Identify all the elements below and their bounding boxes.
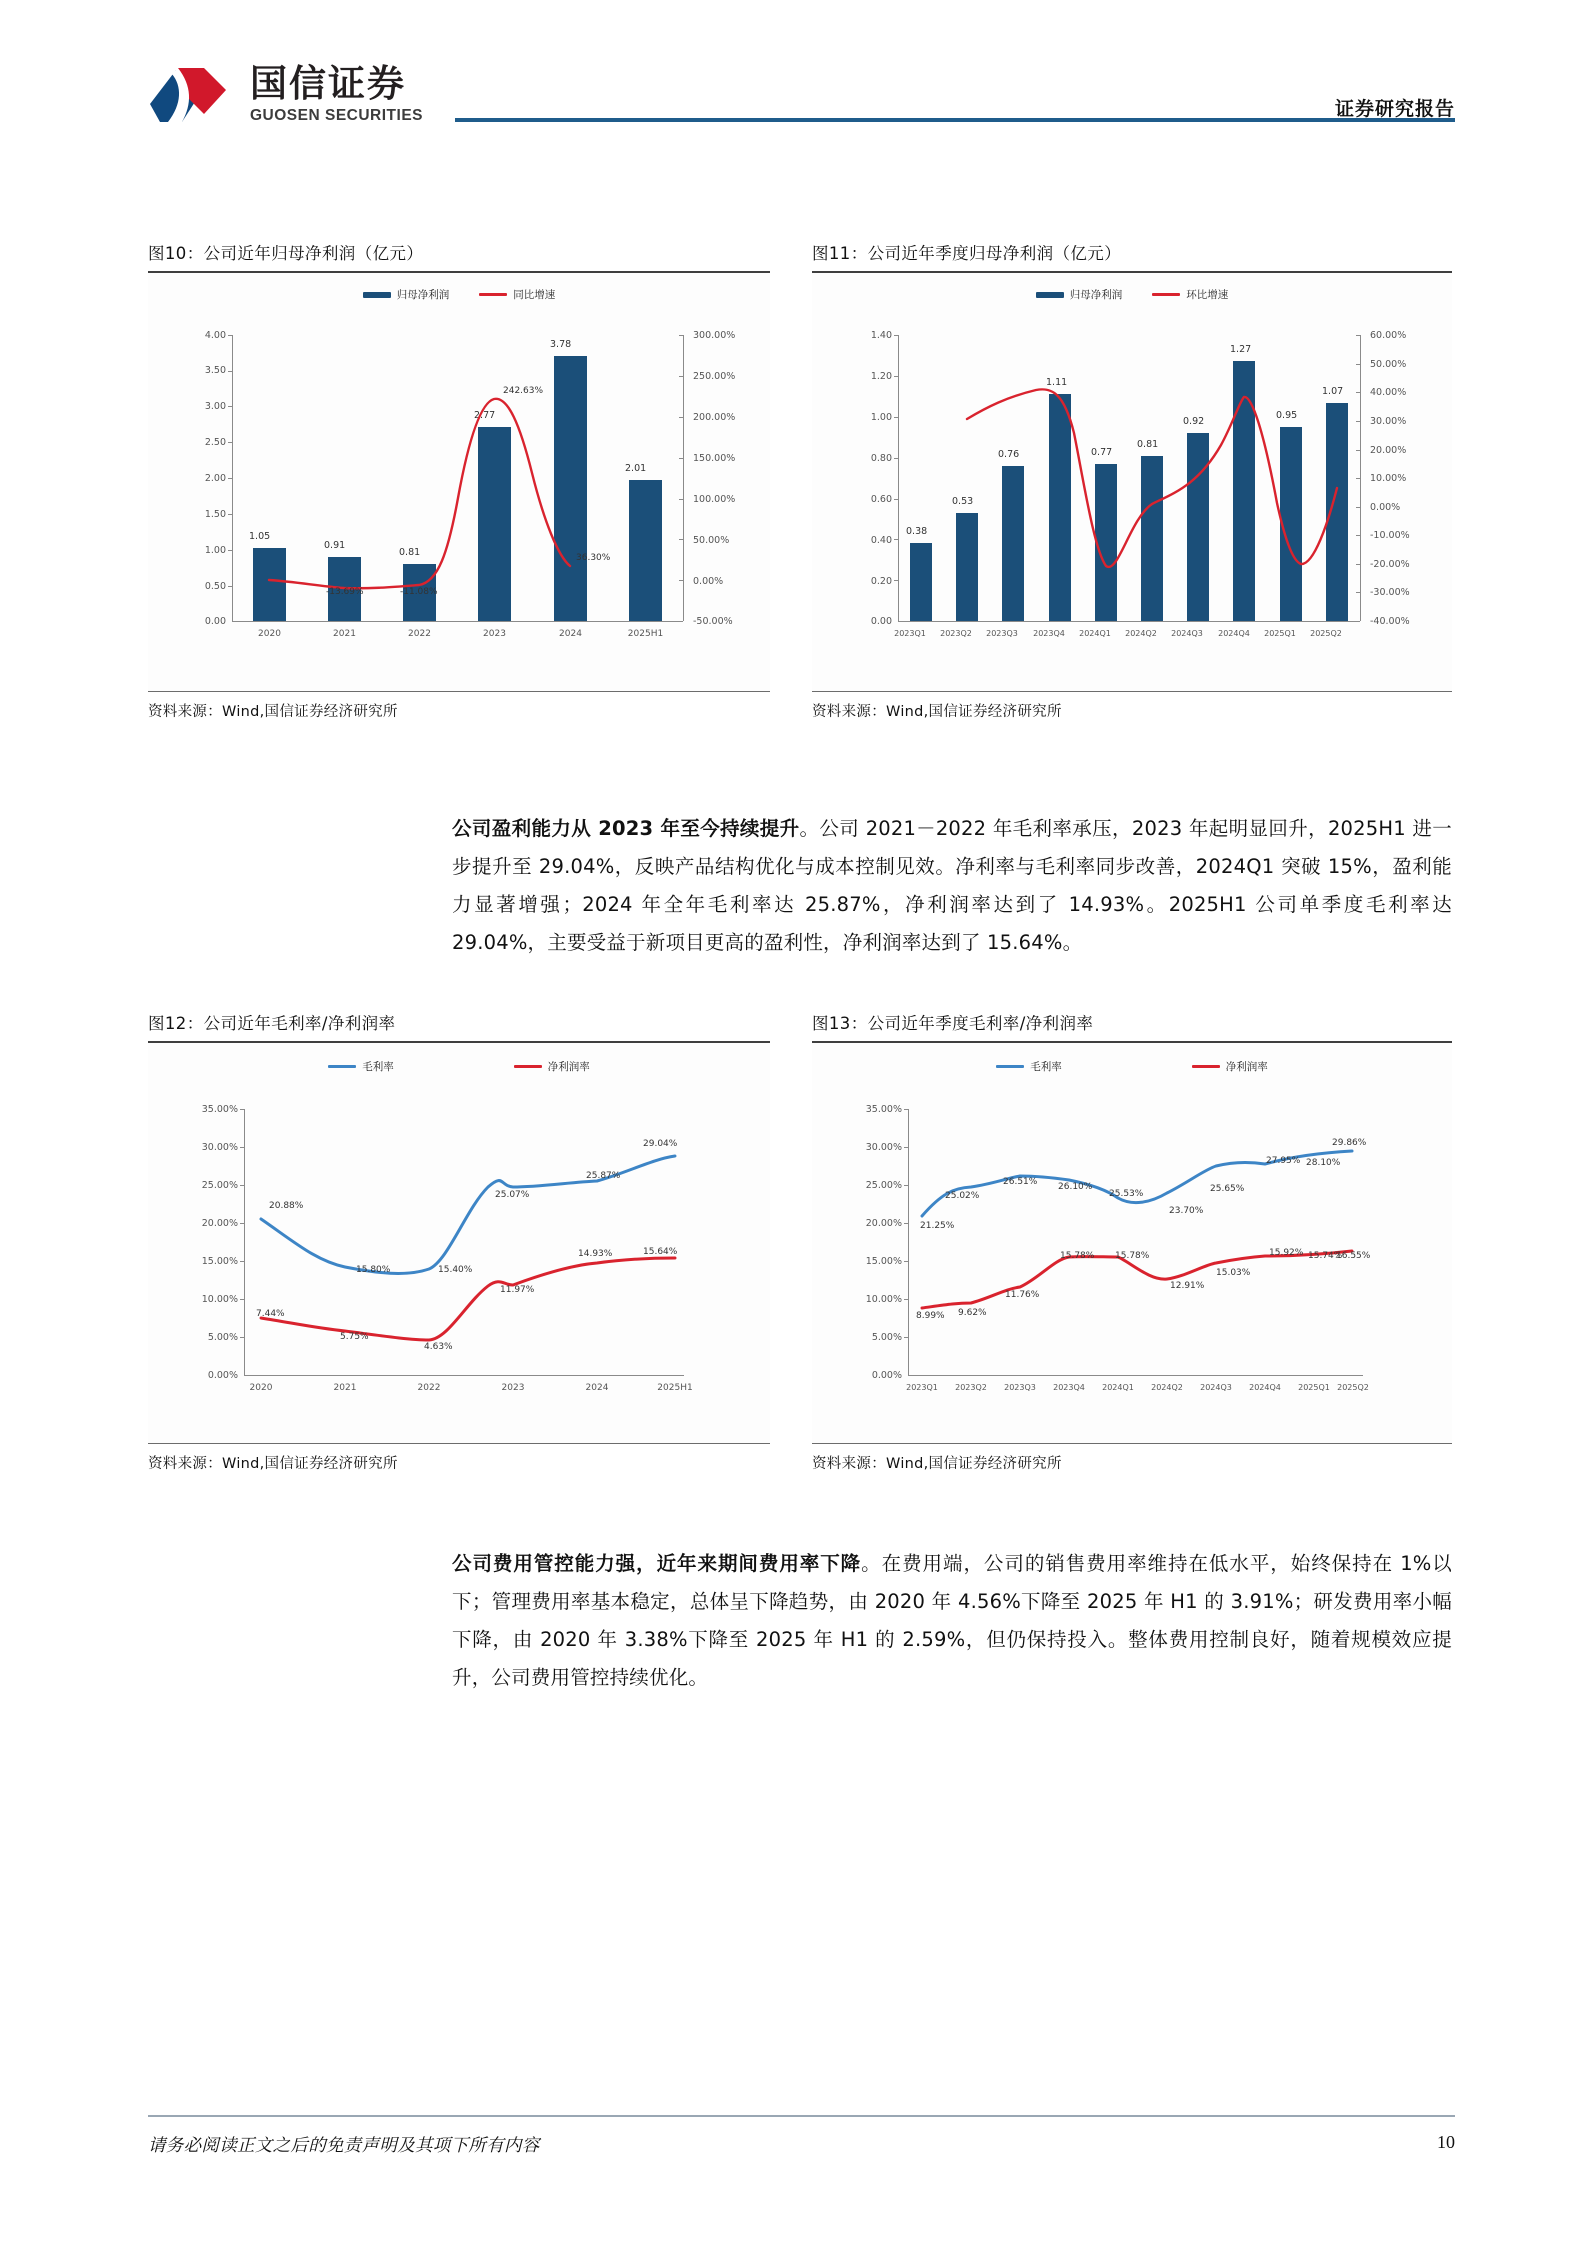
fig10-y2tick-7: 300.00%	[693, 330, 736, 341]
fig10-ytick-1: 0.50	[204, 581, 226, 592]
fig13-xlabel-3: 2023Q4	[1053, 1383, 1085, 1392]
fig13-nm-label-9: 16.55%	[1336, 1251, 1371, 1261]
logo-text-en: GUOSEN SECURITIES	[250, 107, 423, 124]
fig12-ytick-7: 35.00%	[201, 1104, 238, 1115]
fig10-ytick-2: 1.00	[204, 545, 226, 556]
fig11-bar-label-3: 1.11	[1046, 377, 1068, 388]
fig12-xlabel-0: 2020	[249, 1383, 273, 1393]
fig13-ytick-2: 10.00%	[865, 1294, 902, 1305]
figure-13-source: 资料来源：Wind,国信证券经济研究所	[812, 1456, 1062, 1473]
guosen-logo-mark	[148, 64, 236, 126]
fig13-gm-label-2: 26.51%	[1003, 1177, 1038, 1187]
fig12-ytick-4: 20.00%	[201, 1218, 238, 1229]
fig11-y2tick-10: 60.00%	[1370, 330, 1407, 341]
fig13-gm-label-0: 21.25%	[920, 1221, 955, 1231]
fig11-y2tick-1: -30.00%	[1370, 587, 1410, 598]
fig13-xlabel-5: 2024Q2	[1151, 1383, 1183, 1392]
fig11-y2tick-4: 0.00%	[1370, 502, 1401, 513]
fig10-ytick-5: 2.50	[204, 437, 226, 448]
fig11-ytick-7: 1.40	[870, 330, 892, 341]
fig13-gm-label-7: 27.95%	[1266, 1156, 1301, 1166]
fig11-ytick-6: 1.20	[870, 371, 892, 382]
figure-12	[148, 1010, 770, 1473]
fig10-bar-label-3: 2.77	[474, 410, 496, 421]
fig12-nm-label-0: 7.44%	[256, 1309, 285, 1319]
fig11-y2tick-0: -40.00%	[1370, 616, 1410, 627]
fig13-xlabel-6: 2024Q3	[1200, 1383, 1232, 1392]
figure-10-body	[148, 273, 770, 691]
figure-11-caption: 图11：公司近年季度归母净利润（亿元）	[812, 244, 1122, 263]
fig11-xlabel-8: 2025Q1	[1264, 629, 1296, 638]
fig10-y2tick-5: 200.00%	[693, 412, 736, 423]
fig13-ytick-5: 25.00%	[865, 1180, 902, 1191]
fig11-legend-label-0: 归母净利润	[1069, 289, 1123, 301]
fig12-nm-label-5: 15.64%	[643, 1247, 678, 1257]
fig12-ytick-3: 15.00%	[201, 1256, 238, 1267]
fig12-legend-label-1: 净利润率	[547, 1061, 590, 1073]
fig11-y2tick-9: 50.00%	[1370, 359, 1407, 370]
fig11-ytick-2: 0.40	[870, 535, 892, 546]
fig11-chart	[812, 273, 1452, 691]
fig11-y2tick-8: 40.00%	[1370, 387, 1407, 398]
fig12-chart	[148, 1043, 770, 1443]
fig10-xlabel-3: 2023	[483, 629, 506, 639]
logo-text-cn: 国信证券	[250, 62, 406, 105]
fig11-xlabel-7: 2024Q4	[1218, 629, 1250, 638]
fig13-xlabel-4: 2024Q1	[1102, 1383, 1134, 1392]
fig10-ytick-4: 2.00	[204, 473, 226, 484]
paragraph-1-lead: 公司盈利能力从 2023 年至今持续提升	[452, 817, 800, 840]
fig10-y2tick-4: 150.00%	[693, 453, 736, 464]
fig10-y2tick-1: 0.00%	[693, 576, 724, 587]
fig10-line-label-2: -11.08%	[400, 587, 438, 597]
guosen-logo	[148, 64, 423, 126]
fig12-legend-label-0: 毛利率	[362, 1061, 394, 1073]
paragraph-2-body: 。在费用端，公司的销售费用率维持在低水平，始终保持在 1%以下；管理费用率基本稳定，总体呈下降趋势，由 2020 年 4.56%下降至 2025 年 H1 的 3.91%；研发费用率小幅下降，由 2020 年 3.38%下降至 2025 年 H1 的 2.59%，但仍保持投入。整体费用控制良好，随着规模效应提升，公司费用管控持续优化。	[452, 1552, 1452, 1689]
header-divider	[455, 118, 1455, 122]
fig12-nm-label-4: 14.93%	[578, 1249, 613, 1259]
fig11-ytick-4: 0.80	[870, 453, 892, 464]
fig11-bar-label-7: 1.27	[1230, 344, 1252, 355]
fig12-xlabel-5: 2025H1	[657, 1383, 693, 1393]
fig10-chart	[148, 273, 770, 691]
fig13-xlabel-1: 2023Q2	[955, 1383, 987, 1392]
fig11-xlabel-3: 2023Q4	[1033, 629, 1065, 638]
fig13-legend-label-1: 净利润率	[1225, 1061, 1268, 1073]
fig10-legend-label-0: 归母净利润	[396, 289, 450, 301]
fig10-ytick-3: 1.50	[204, 509, 226, 520]
fig13-chart	[812, 1043, 1452, 1443]
paragraph-expense-control	[452, 1545, 1452, 1697]
figure-13	[812, 1010, 1452, 1473]
fig11-bar-label-0: 0.38	[906, 526, 928, 537]
fig11-bar-label-2: 0.76	[998, 449, 1020, 460]
fig12-nm-label-1: 5.75%	[340, 1332, 369, 1342]
fig10-bar-label-1: 0.91	[324, 540, 346, 551]
fig12-xlabel-4: 2024	[585, 1383, 609, 1393]
fig10-bar-label-2: 0.81	[399, 547, 421, 558]
fig11-y2tick-5: 10.00%	[1370, 473, 1407, 484]
fig13-ytick-3: 15.00%	[865, 1256, 902, 1267]
fig13-ytick-1: 5.00%	[871, 1332, 902, 1343]
fig13-ytick-4: 20.00%	[865, 1218, 902, 1229]
fig10-line-label-3: 242.63%	[503, 386, 544, 396]
figure-10	[148, 240, 770, 721]
figure-11-source: 资料来源：Wind,国信证券经济研究所	[812, 704, 1062, 721]
fig10-xlabel-4: 2024	[559, 629, 582, 639]
fig10-ytick-0: 0.00	[204, 616, 226, 627]
fig13-gm-label-6: 25.65%	[1210, 1184, 1245, 1194]
figure-12-source: 资料来源：Wind,国信证券经济研究所	[148, 1456, 398, 1473]
fig13-nm-label-0: 8.99%	[916, 1311, 945, 1321]
fig10-legend-label-1: 同比增速	[513, 289, 556, 301]
fig10-ytick-7: 3.50	[204, 365, 226, 376]
fig11-xlabel-5: 2024Q2	[1125, 629, 1157, 638]
paragraph-profitability	[452, 810, 1452, 962]
fig12-gm-label-3: 25.07%	[495, 1190, 530, 1200]
fig12-gm-label-4: 25.87%	[586, 1171, 621, 1181]
fig12-nm-label-2: 4.63%	[424, 1342, 453, 1352]
fig13-ytick-6: 30.00%	[865, 1142, 902, 1153]
page-header	[0, 0, 1587, 150]
fig13-nm-label-7: 15.92%	[1269, 1248, 1304, 1258]
fig12-ytick-6: 30.00%	[201, 1142, 238, 1153]
fig13-legend-label-0: 毛利率	[1030, 1061, 1062, 1073]
fig11-y2tick-3: -10.00%	[1370, 530, 1410, 541]
paragraph-2-lead: 公司费用管控能力强，近年来期间费用率下降	[452, 1552, 862, 1575]
fig13-nm-label-6: 15.03%	[1216, 1268, 1251, 1278]
fig11-bar-label-8: 0.95	[1276, 410, 1298, 421]
fig10-bar-label-4: 3.78	[550, 339, 572, 350]
fig13-gm-label-4: 25.53%	[1109, 1189, 1144, 1199]
fig12-ytick-2: 10.00%	[201, 1294, 238, 1305]
fig12-gm-label-5: 29.04%	[643, 1139, 678, 1149]
fig13-gm-label-9: 29.86%	[1332, 1138, 1367, 1148]
fig10-ytick-8: 4.00	[204, 330, 226, 341]
fig12-gm-label-1: 15.80%	[356, 1265, 391, 1275]
fig13-gm-label-3: 26.10%	[1058, 1182, 1093, 1192]
fig12-gm-label-2: 15.40%	[438, 1265, 473, 1275]
footer-disclaimer: 请务必阅读正文之后的免责声明及其项下所有内容	[148, 2136, 540, 2156]
fig11-xlabel-2: 2023Q3	[986, 629, 1018, 638]
fig12-gm-label-0: 20.88%	[269, 1201, 304, 1211]
fig12-xlabel-3: 2023	[501, 1383, 525, 1393]
fig10-bar-label-5: 2.01	[625, 463, 647, 474]
fig13-gm-label-8: 28.10%	[1306, 1158, 1341, 1168]
fig11-ytick-3: 0.60	[870, 494, 892, 505]
fig13-xlabel-8: 2025Q1	[1298, 1383, 1330, 1392]
fig13-nm-label-8: 15.74%	[1308, 1251, 1343, 1261]
fig12-ytick-1: 5.00%	[207, 1332, 238, 1343]
fig13-ytick-0: 0.00%	[871, 1370, 902, 1381]
figure-11-body	[812, 273, 1452, 691]
fig11-y2tick-7: 30.00%	[1370, 416, 1407, 427]
fig13-xlabel-9: 2025Q2	[1337, 1383, 1369, 1392]
fig12-xlabel-1: 2021	[333, 1383, 357, 1393]
fig10-xlabel-5: 2025H1	[627, 629, 664, 639]
fig10-line-label-4: 36.30%	[576, 553, 611, 563]
fig13-xlabel-7: 2024Q4	[1249, 1383, 1281, 1392]
fig11-xlabel-4: 2024Q1	[1079, 629, 1111, 638]
fig10-xlabel-1: 2021	[333, 629, 356, 639]
fig11-ytick-0: 0.00	[870, 616, 892, 627]
figure-12-body	[148, 1043, 770, 1443]
fig13-ytick-7: 35.00%	[865, 1104, 902, 1115]
fig11-xlabel-6: 2024Q3	[1171, 629, 1203, 638]
page-number: 10	[1437, 2132, 1455, 2152]
figure-11	[812, 240, 1452, 721]
fig13-xlabel-2: 2023Q3	[1004, 1383, 1036, 1392]
fig13-gm-label-5: 23.70%	[1169, 1206, 1204, 1216]
fig11-bar-label-6: 0.92	[1183, 416, 1205, 427]
fig13-nm-label-5: 12.91%	[1170, 1281, 1205, 1291]
figure-13-body	[812, 1043, 1452, 1443]
fig11-bar-label-1: 0.53	[952, 496, 974, 507]
fig12-nm-label-3: 11.97%	[500, 1285, 535, 1295]
figure-10-caption: 图10：公司近年归母净利润（亿元）	[148, 244, 424, 263]
fig12-ytick-5: 25.00%	[201, 1180, 238, 1191]
fig12-ytick-0: 0.00%	[207, 1370, 238, 1381]
fig11-ytick-1: 0.20	[870, 576, 892, 587]
fig13-nm-label-2: 11.76%	[1005, 1290, 1040, 1300]
fig12-xlabel-2: 2022	[417, 1383, 441, 1393]
fig13-xlabel-0: 2023Q1	[906, 1383, 938, 1392]
figure-13-caption: 图13：公司近年季度毛利率/净利润率	[812, 1014, 1094, 1033]
fig11-ytick-5: 1.00	[870, 412, 892, 423]
report-type-label: 证券研究报告	[1334, 98, 1455, 120]
fig10-y2tick-2: 50.00%	[693, 535, 730, 546]
fig11-bar-label-5: 0.81	[1137, 439, 1159, 450]
fig11-bar-label-4: 0.77	[1091, 447, 1113, 458]
fig13-nm-label-4: 15.78%	[1115, 1251, 1150, 1261]
fig13-nm-label-1: 9.62%	[958, 1308, 987, 1318]
figure-12-caption: 图12：公司近年毛利率/净利润率	[148, 1014, 396, 1033]
fig11-y2tick-2: -20.00%	[1370, 559, 1410, 570]
fig10-xlabel-2: 2022	[408, 629, 431, 639]
fig11-xlabel-0: 2023Q1	[894, 629, 926, 638]
fig13-gm-label-1: 25.02%	[945, 1191, 980, 1201]
paragraph-1-body: 。公司 2021－2022 年毛利率承压，2023 年起明显回升，2025H1 进一步提升至 29.04%，反映产品结构优化与成本控制见效。净利率与毛利率同步改善，2024Q1 突破 15%，盈利能力显著增强；2024 年全年毛利率达 25.87%，净利润率达到了 14.93%。2025H1 公司单季度毛利率达 29.04%，主要受益于新项目更高的盈利性，净利润率达到了 15.64%。	[452, 817, 1452, 954]
fig10-y2tick-6: 250.00%	[693, 371, 736, 382]
fig10-xlabel-0: 2020	[258, 629, 281, 639]
footer-divider	[148, 2115, 1455, 2117]
fig11-legend-label-1: 环比增速	[1186, 289, 1229, 301]
fig10-line-label-1: -13.69%	[326, 587, 364, 597]
fig11-xlabel-1: 2023Q2	[940, 629, 972, 638]
fig10-bar-label-0: 1.05	[249, 531, 271, 542]
fig11-bar-label-9: 1.07	[1322, 386, 1344, 397]
fig10-y2tick-0: -50.00%	[693, 616, 733, 627]
fig13-nm-label-3: 15.78%	[1060, 1251, 1095, 1261]
fig10-y2tick-3: 100.00%	[693, 494, 736, 505]
figure-10-source: 资料来源：Wind,国信证券经济研究所	[148, 704, 398, 721]
fig11-xlabel-9: 2025Q2	[1310, 629, 1342, 638]
fig10-ytick-6: 3.00	[204, 401, 226, 412]
fig11-y2tick-6: 20.00%	[1370, 445, 1407, 456]
